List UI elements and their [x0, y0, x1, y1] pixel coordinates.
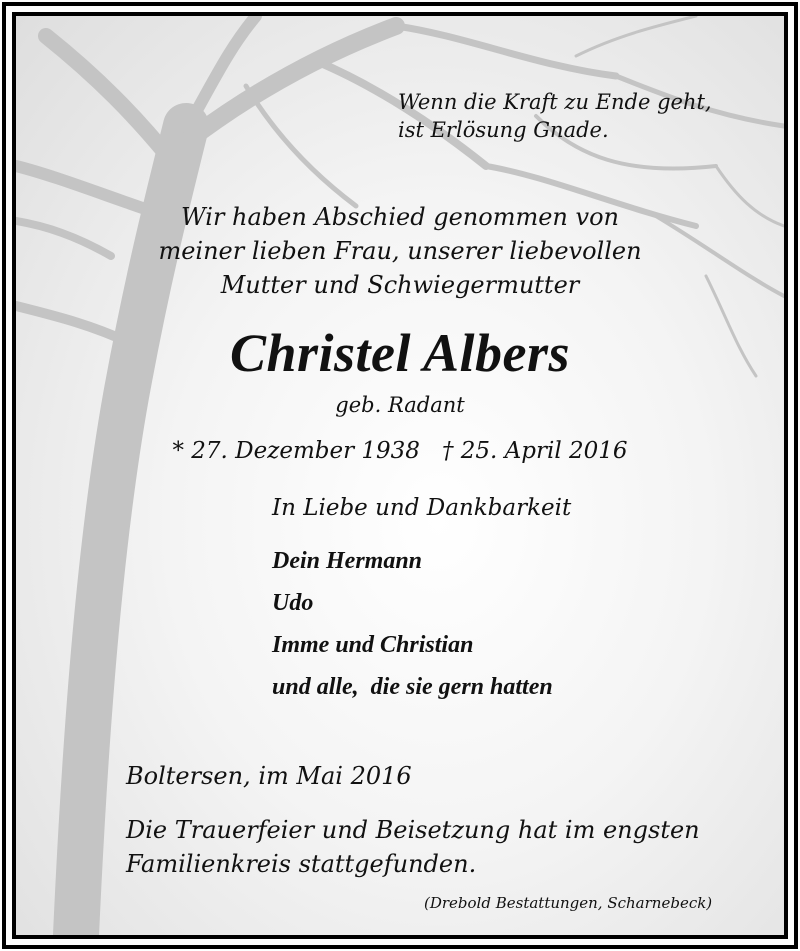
intro-text [0, 200, 800, 302]
closing-phrase: In Liebe und Dankbarkeit [272, 495, 572, 521]
death-date: † 25. April 2016 [441, 438, 628, 464]
notice-line-2: Familienkreis stattgefunden. [126, 850, 477, 878]
place-and-date: Boltersen, im Mai 2016 [126, 762, 412, 790]
tree-background-image [16, 16, 784, 935]
motto-line-1: Wenn die Kraft zu Ende geht, [398, 90, 712, 114]
motto-verse [398, 88, 712, 144]
maiden-name: geb. Radant [335, 393, 465, 417]
birth-date: * 27. Dezember 1938 [172, 438, 420, 464]
signer-3: Imme und Christian [272, 632, 474, 658]
signer-2: Udo [272, 590, 314, 616]
intro-line-3: Mutter und Schwiegermutter [220, 271, 580, 299]
intro-line-1: Wir haben Abschied genommen von [181, 203, 619, 231]
undertaker-credit: (Drebold Bestattungen, Scharnebeck) [424, 894, 713, 912]
life-dates [0, 436, 800, 466]
deceased-name: Christel Albers [229, 323, 571, 383]
signers-list [272, 540, 553, 708]
signer-4: und alle, die sie gern hatten [272, 674, 553, 700]
notice-line-1: Die Trauerfeier und Beisetzung hat im engsten [126, 816, 700, 844]
signer-1: Dein Hermann [272, 548, 423, 574]
intro-line-2: meiner lieben Frau, unserer liebevollen [158, 237, 642, 265]
motto-line-2: ist Erlösung Gnade. [398, 118, 609, 142]
funeral-notice [126, 813, 700, 881]
inner-border [12, 12, 788, 939]
